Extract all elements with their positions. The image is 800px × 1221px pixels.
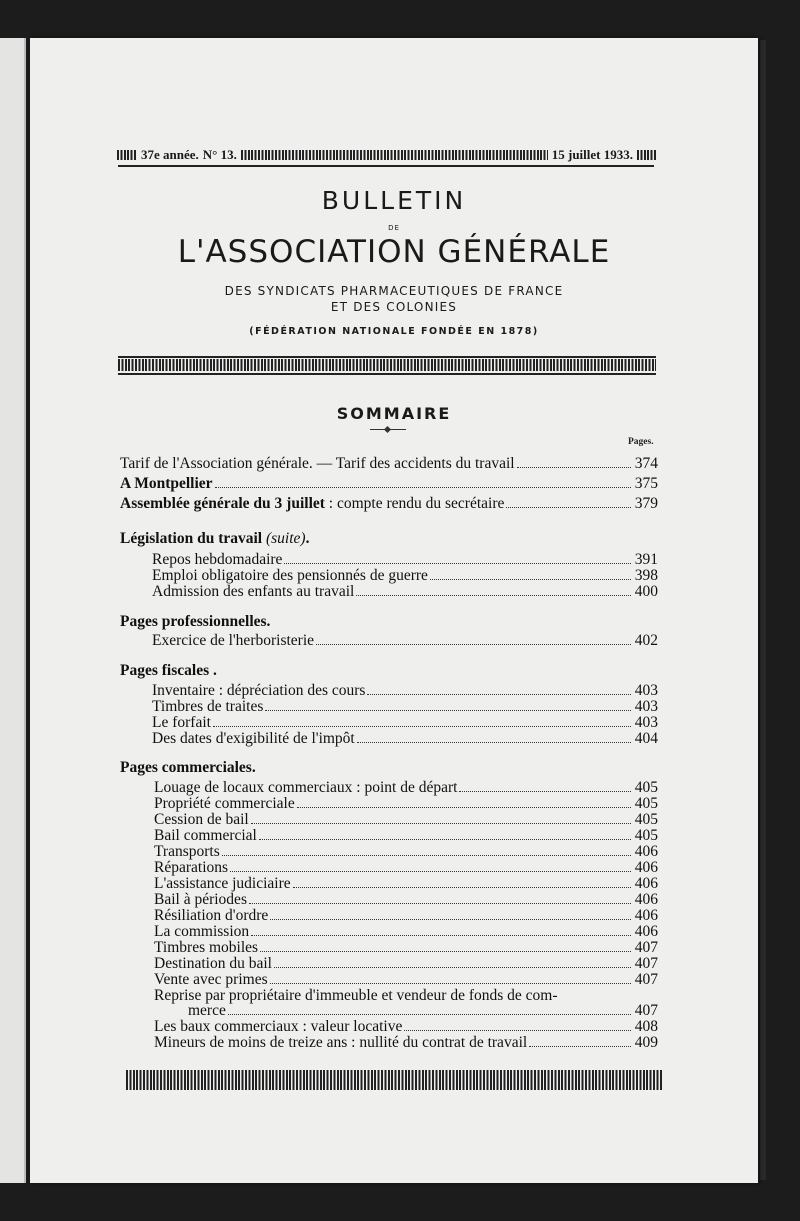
toc-entry[interactable] bbox=[154, 956, 658, 972]
leader-dots bbox=[251, 823, 631, 824]
issue-year: 37e année. bbox=[141, 147, 199, 162]
toc-entry-label: A Montpellier bbox=[120, 475, 213, 492]
leader-dots bbox=[228, 1014, 631, 1015]
toc-entry[interactable] bbox=[152, 699, 658, 715]
toc-entry[interactable] bbox=[154, 1019, 658, 1035]
toc-entry[interactable] bbox=[154, 892, 658, 908]
leader-dots bbox=[356, 595, 631, 596]
leader-dots bbox=[230, 871, 631, 872]
leader-dots bbox=[249, 903, 631, 904]
pages-column-label: Pages. bbox=[628, 437, 654, 447]
leader-dots bbox=[213, 726, 631, 727]
toc-entry-label: Timbres mobiles bbox=[154, 939, 259, 956]
leader-dots bbox=[357, 742, 631, 743]
leader-dots bbox=[270, 983, 631, 984]
toc-entry-label: Repos hebdomadaire bbox=[152, 551, 283, 568]
toc-entry-page: 407 bbox=[634, 971, 658, 988]
leader-dots bbox=[459, 791, 631, 792]
masthead-association: L'ASSOCIATION GÉNÉRALE bbox=[177, 234, 611, 270]
toc-entry[interactable] bbox=[154, 828, 658, 844]
toc-entry-label: Admission des enfants au travail bbox=[152, 583, 355, 600]
toc-entry-label bbox=[120, 496, 504, 512]
toc-entry-page: 405 bbox=[634, 779, 658, 796]
leader-dots bbox=[274, 967, 631, 968]
masthead-federation: (FÉDÉRATION NATIONALE FONDÉE EN 1878) bbox=[249, 326, 539, 337]
toc-entry[interactable] bbox=[120, 456, 658, 472]
toc-entry[interactable] bbox=[120, 476, 658, 492]
leader-dots bbox=[430, 579, 631, 580]
toc-entry-page: 402 bbox=[634, 632, 658, 649]
toc-entry[interactable] bbox=[154, 1035, 658, 1051]
section-suite: (suite) bbox=[265, 530, 306, 547]
leader-dots bbox=[404, 1030, 631, 1031]
toc-entry-label-line1: Reprise par propriétaire d'immeuble et vendeur de fonds de com- bbox=[154, 987, 558, 1004]
toc-entry-page: 391 bbox=[634, 551, 658, 568]
facing-page-edge bbox=[0, 38, 26, 1183]
page-shadow bbox=[760, 40, 766, 1180]
toc-entry-label: Cession de bail bbox=[154, 811, 249, 828]
leader-dots bbox=[260, 951, 631, 952]
issue-number: N° 13. bbox=[202, 147, 237, 162]
toc-entry-label: Vente avec primes bbox=[154, 971, 268, 988]
toc-entry-label: Emploi obligatoire des pensionnés de guerre bbox=[152, 567, 428, 584]
toc-entry-page: 398 bbox=[634, 567, 658, 584]
toc-entry-page: 407 bbox=[634, 955, 658, 972]
leader-dots bbox=[316, 644, 631, 645]
toc-entry[interactable] bbox=[154, 780, 658, 796]
section-heading-professionnelles: Pages professionnelles. bbox=[120, 613, 271, 630]
leader-dots bbox=[265, 710, 631, 711]
toc-entry[interactable] bbox=[154, 860, 658, 876]
toc-entry-label: La commission bbox=[154, 923, 250, 940]
issue-date: 15 juillet 1933. bbox=[551, 147, 633, 162]
toc-entry-page: 405 bbox=[634, 795, 658, 812]
toc-entry-page: 405 bbox=[634, 811, 658, 828]
toc-entry-page: 374 bbox=[634, 455, 658, 472]
toc-entry-page: 406 bbox=[634, 875, 658, 892]
toc-entry-page: 379 bbox=[634, 495, 658, 512]
toc-entry[interactable] bbox=[152, 715, 658, 731]
leader-dots bbox=[506, 507, 631, 508]
toc-entry-label: Bail à périodes bbox=[154, 891, 247, 908]
toc-entry-page: 406 bbox=[634, 923, 658, 940]
toc-entry-page: 407 bbox=[634, 1002, 658, 1019]
toc-entry-label: Louage de locaux commerciaux : point de départ bbox=[154, 779, 458, 796]
masthead-de: DE bbox=[388, 224, 400, 232]
toc-entry[interactable] bbox=[152, 568, 658, 584]
section-title: Législation du travail bbox=[120, 530, 263, 547]
toc-entry-label: Mineurs de moins de treize ans : nullité du contrat de travail bbox=[154, 1034, 528, 1051]
toc-entry-page: 403 bbox=[634, 698, 658, 715]
toc-entry-label-bold: Assemblée générale du 3 juillet bbox=[120, 495, 325, 512]
leader-dots bbox=[293, 887, 631, 888]
toc-entry-page: 403 bbox=[634, 714, 658, 731]
toc-entry[interactable] bbox=[152, 633, 658, 649]
section-heading-legislation bbox=[120, 530, 309, 548]
toc-entry[interactable] bbox=[154, 844, 658, 860]
toc-entry-page: 405 bbox=[634, 827, 658, 844]
toc-entry[interactable] bbox=[154, 972, 658, 988]
leader-dots bbox=[297, 807, 631, 808]
leader-dots bbox=[529, 1046, 631, 1047]
toc-entry-label: Destination du bail bbox=[154, 955, 272, 972]
leader-dots bbox=[270, 919, 631, 920]
toc-entry-page: 408 bbox=[634, 1018, 658, 1035]
section-end: . bbox=[305, 530, 310, 547]
leader-dots bbox=[259, 839, 631, 840]
toc-entry-page: 407 bbox=[634, 939, 658, 956]
toc-entry-label: Bail commercial bbox=[154, 827, 257, 844]
ornament-bar bbox=[126, 1070, 662, 1090]
toc-entry-page: 404 bbox=[634, 730, 658, 747]
masthead-bulletin: BULLETIN bbox=[321, 186, 467, 215]
masthead-syndicats: DES SYNDICATS PHARMACEUTIQUES DE FRANCE bbox=[224, 284, 564, 298]
toc-entry-label: Exercice de l'herboristerie bbox=[152, 632, 315, 649]
leader-dots bbox=[367, 694, 631, 695]
toc-entry[interactable] bbox=[154, 924, 658, 940]
toc-entry-label: Transports bbox=[154, 843, 220, 860]
toc-entry-label: Inventaire : dépréciation des cours bbox=[152, 682, 366, 699]
toc-entry-page: 409 bbox=[634, 1034, 658, 1051]
toc-entry-label: Timbres de traites bbox=[152, 698, 264, 715]
toc-entry-label: Le forfait bbox=[152, 714, 211, 731]
toc-entry[interactable] bbox=[154, 812, 658, 828]
toc-entry-label: Propriété commerciale bbox=[154, 795, 295, 812]
table-of-contents bbox=[30, 38, 758, 1183]
toc-entry-page: 375 bbox=[634, 475, 658, 492]
toc-entry-label: Les baux commerciaux : valeur locative bbox=[154, 1018, 403, 1035]
leader-dots bbox=[517, 467, 631, 468]
sommaire-title: SOMMAIRE bbox=[336, 404, 452, 423]
leader-dots bbox=[284, 563, 631, 564]
masthead-colonies: ET DES COLONIES bbox=[330, 300, 458, 314]
toc-entry[interactable] bbox=[154, 940, 658, 956]
toc-entry[interactable] bbox=[154, 876, 658, 892]
toc-entry[interactable] bbox=[120, 496, 658, 512]
toc-entry-page: 406 bbox=[634, 907, 658, 924]
toc-entry[interactable] bbox=[152, 552, 658, 568]
toc-entry-label: merce bbox=[188, 1002, 226, 1019]
toc-entry-label: Réparations bbox=[154, 859, 229, 876]
toc-entry-page: 406 bbox=[634, 891, 658, 908]
toc-entry-label-rest: : compte rendu du secrétaire bbox=[324, 495, 505, 512]
toc-entry[interactable] bbox=[154, 908, 658, 924]
toc-entry-label: Des dates d'exigibilité de l'impôt bbox=[152, 730, 355, 747]
toc-entry-page: 406 bbox=[634, 859, 658, 876]
toc-entry[interactable] bbox=[152, 683, 658, 699]
toc-entry-page: 403 bbox=[634, 682, 658, 699]
toc-entry[interactable] bbox=[188, 1003, 658, 1019]
footer-ornament bbox=[126, 1070, 662, 1090]
toc-entry-label: Résiliation d'ordre bbox=[154, 907, 269, 924]
leader-dots bbox=[251, 935, 631, 936]
toc-entry[interactable] bbox=[152, 584, 658, 600]
leader-dots bbox=[215, 487, 631, 488]
section-heading-commerciales: Pages commerciales. bbox=[120, 759, 256, 776]
toc-entry[interactable] bbox=[154, 796, 658, 812]
toc-entry-page: 400 bbox=[634, 583, 658, 600]
leader-dots bbox=[222, 855, 631, 856]
toc-entry-label: L'assistance judiciaire bbox=[154, 875, 291, 892]
toc-entry-page: 406 bbox=[634, 843, 658, 860]
toc-entry[interactable] bbox=[152, 731, 658, 747]
document-page bbox=[30, 38, 758, 1183]
toc-entry-label: Tarif de l'Association générale. — Tarif des accidents du travail bbox=[120, 455, 515, 472]
section-heading-fiscales: Pages fiscales . bbox=[120, 662, 217, 679]
